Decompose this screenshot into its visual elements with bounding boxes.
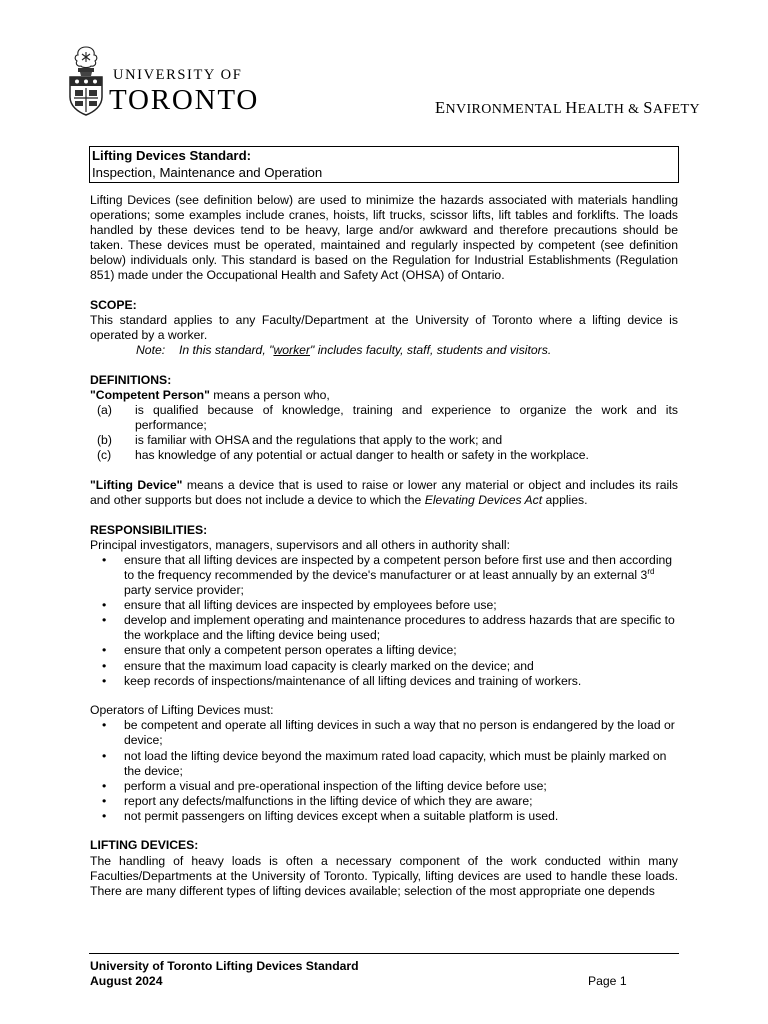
list-item: (b) is familiar with OHSA and the regulations that apply to the work; and [97,433,503,448]
list-item: • not permit passengers on lifting devices except when a suitable platform is used. [90,809,678,824]
list-item: (a) is qualified because of knowledge, training and experience to organize the work and its performance; [97,403,678,433]
definitions-heading: DEFINITIONS: [90,372,172,387]
document-body [90,193,678,899]
list-item: • be competent and operate all lifting devices in such a way that no person is endangered by the load or device; [90,718,678,748]
lifting-devices-text: The handling of heavy loads is often a necessary component of the work conducted within many Faculties/Departments at the University of Toronto. Typically, lifting devices are used to handle these loads. There are many different types of lifting devices available; selection of the most appropriate one depends [90,853,678,898]
logo-toronto: TORONTO [109,84,260,116]
list-item: • develop and implement operating and maintenance procedures to address hazards that are specific to the workplace and the lifting device being used; [90,613,678,643]
page-number: Page 1 [588,974,627,988]
list-item: • ensure that all lifting devices are inspected by a competent person before first use and then according to the frequency recommended by the device's manufacturer or at least annually by an external 3rd party service provider; [90,553,678,598]
department-name: ENVIRONMENTAL HEALTH & SAFETY [434,98,700,117]
footer-document-name: University of Toronto Lifting Devices Standard [90,959,359,973]
scope-heading: SCOPE: [90,298,137,313]
operator-responsibilities-list [90,718,678,824]
list-item: (c) has knowledge of any potential or actual danger to health or safety in the workplace. [97,448,589,463]
intro-paragraph: Lifting Devices (see definition below) are used to minimize the hazards associated with materials handling operations; some examples include cranes, hoists, lift trucks, scissor lifts, lift tables and forklifts. The loads handled by these devices tend to be heavy, large and/or awkward and therefore precautions should be taken. These devices must be operated, maintained and regularly inspected by competent (see definition below) individuals only. This standard is based on the Regulation for Industrial Establishments (Regulation 851) made under the Occupational Health and Safety Act (OHSA) of Ontario. [90,193,678,283]
list-item: • ensure that all lifting devices are inspected by employees before use; [90,598,678,613]
supervisor-responsibilities-list [90,553,678,689]
list-item: • keep records of inspections/maintenance of all lifting devices and training of workers. [90,674,678,689]
list-item: • perform a visual and pre-operational inspection of the lifting device before use; [90,779,678,794]
document-subtitle: Inspection, Maintenance and Operation [92,164,323,180]
document-title-box [89,146,679,183]
document-title: Lifting Devices Standard: [92,148,252,163]
university-crest-icon [66,44,106,116]
responsibilities-intro: Principal investigators, managers, supervisors and all others in authority shall: [90,537,510,552]
logo-university-of: UNIVERSITY OF [113,67,243,83]
list-item: • report any defects/malfunctions in the lifting device of which they are aware; [90,794,678,809]
footer-divider [89,953,679,954]
competent-person-definition: "Competent Person" means a person who, [90,388,330,403]
responsibilities-heading: RESPONSIBILITIES: [90,522,208,537]
list-item: • not load the lifting device beyond the maximum rated load capacity, which must be plainly marked on the device; [90,749,678,779]
competent-person-criteria [90,403,678,463]
list-item: • ensure that the maximum load capacity is clearly marked on the device; and [90,659,678,674]
lifting-devices-heading: LIFTING DEVICES: [90,838,199,853]
lifting-device-definition: "Lifting Device" means a device that is used to raise or lower any material or object and includes its rails and other supports but does not include a device to which the Elevating Devices Act applies. [90,478,678,508]
footer-date: August 2024 [90,974,163,988]
scope-text: This standard applies to any Faculty/Department at the University of Toronto where a lifting device is operated by a worker. [90,313,678,343]
list-item: • ensure that only a competent person operates a lifting device; [90,643,678,658]
scope-note: Note: In this standard, "worker" includes faculty, staff, students and visitors. [136,343,552,358]
operators-intro: Operators of Lifting Devices must: [90,703,274,718]
